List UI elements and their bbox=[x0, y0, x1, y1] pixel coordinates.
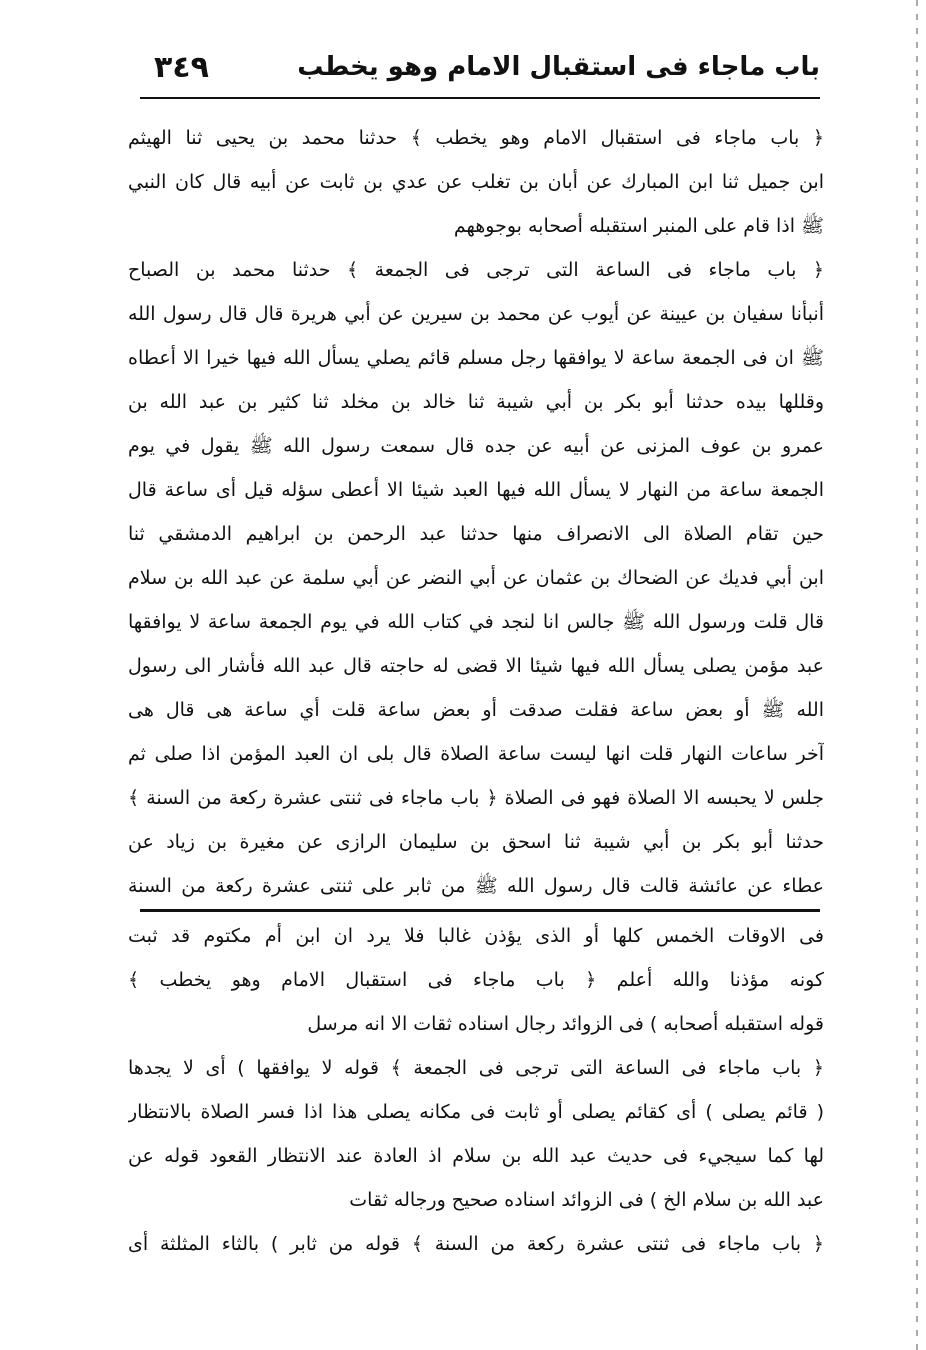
main-line: ابن جميل ثنا ابن المبارك عن أبان بن تغلب عن عدي بن ثابت عن أبيه قال كان النبي bbox=[128, 171, 824, 193]
note-line: ( قائم يصلى ) أى كقائم يصلى أو ثابت فى مكانه يصلى هذا اذا فسر الصلاة بالانتظار bbox=[128, 1101, 824, 1123]
main-line: قال قلت ورسول الله ﷺ جالس انا لنجد في كتاب الله في يوم الجمعة ساعة لا يوافقها bbox=[128, 611, 824, 633]
page-number: ٣٤٩ bbox=[154, 50, 209, 85]
note-line: عبد الله بن سلام الخ ) فى الزوائد اسناده صحيح ورجاله ثقات bbox=[349, 1189, 824, 1211]
main-line: ﷺ اذا قام على المنبر استقبله أصحابه بوجوههم bbox=[453, 215, 824, 237]
note-line: ﴿ باب ماجاء فى الساعة التى ترجى فى الجمعة ﴾ قوله لا يوافقها ) أى لا يجدها bbox=[128, 1057, 824, 1079]
main-line: وقللها بيده حدثنا أبو بكر بن أبي شيبة ثنا خالد بن مخلد ثنا كثير بن عبد الله بن bbox=[128, 391, 824, 413]
main-line: حين تقام الصلاة الى الانصراف منها حدثنا عبد الرحمن بن ابراهيم الدمشقي ثنا bbox=[128, 523, 824, 545]
note-line: لها كما سيجيء فى حديث عبد الله بن سلام اذ العادة عند الانتظار القعود قوله عن bbox=[128, 1145, 824, 1167]
main-line: ﴿ باب ماجاء فى استقبال الامام وهو يخطب ﴾ حدثنا محمد بن يحيى ثنا الهيثم bbox=[128, 127, 824, 149]
main-line: ابن أبي فديك عن الضحاك بن عثمان عن أبي النضر عن أبي سلمة عن عبد الله بن سلام bbox=[128, 567, 824, 589]
main-line: الجمعة ساعة من النهار لا يسأل الله فيها العبد شيئا الا أعطى سؤله قيل أى ساعة قال bbox=[128, 479, 824, 501]
footnotes bbox=[128, 914, 824, 1266]
main-line: آخر ساعات النهار قلت انها ليست ساعة الصلاة قال بلى ان العبد المؤمن اذا صلى ثم bbox=[128, 743, 824, 765]
header-rule bbox=[140, 97, 820, 99]
note-line: فى الاوقات الخمس كلها أو الذى يؤذن غالبا فلا يرد ان ابن أم مكتوم قد ثبت bbox=[128, 925, 824, 947]
footnote-rule bbox=[140, 909, 820, 912]
note-line: قوله استقبله أصحابه ) فى الزوائد رجال اسناده ثقات الا انه مرسل bbox=[307, 1013, 824, 1035]
note-line: ﴿ باب ماجاء فى ثنتى عشرة ركعة من السنة ﴾ قوله من ثابر ) بالثاء المثلثة أى bbox=[128, 1233, 824, 1255]
note-line: كونه مؤذنا والله أعلم ﴿ باب ماجاء فى استقبال الامام وهو يخطب ﴾ bbox=[128, 969, 824, 991]
running-title: باب ماجاء فى استقبال الامام وهو يخطب bbox=[297, 52, 820, 82]
main-line: ﷺ ان فى الجمعة ساعة لا يوافقها رجل مسلم قائم يصلي يسأل الله فيها خيرا الا أعطاه bbox=[128, 347, 824, 369]
main-line: الله ﷺ أو بعض ساعة فقلت صدقت أو بعض ساعة قلت أي ساعة هى قال هى bbox=[128, 699, 824, 721]
main-line: عبد مؤمن يصلى يسأل الله فيها شيئا الا قضى له حاجته قال عبد الله فأشار الى رسول bbox=[128, 655, 824, 677]
main-line: أنبأنا سفيان بن عيينة عن أيوب عن محمد بن سيرين عن أبي هريرة قال قال رسول الله bbox=[128, 303, 824, 325]
main-line: جلس لا يحبسه الا الصلاة فهو فى الصلاة ﴿ باب ماجاء فى ثنتى عشرة ركعة من السنة ﴾ bbox=[128, 787, 824, 809]
scan-edge-mark bbox=[916, 0, 918, 1350]
main-line: حدثنا أبو بكر بن أبي شيبة ثنا اسحق بن سليمان الرازى عن مغيرة بن زياد عن bbox=[128, 831, 824, 853]
main-line: عطاء عن عائشة قالت قال رسول الله ﷺ من ثابر على ثنتى عشرة ركعة من السنة bbox=[128, 875, 824, 897]
page-header bbox=[140, 48, 820, 96]
main-line: ﴿ باب ماجاء فى الساعة التى ترجى فى الجمعة ﴾ حدثنا محمد بن الصباح bbox=[128, 259, 824, 281]
main-line: عمرو بن عوف المزنى عن أبيه عن جده قال سمعت رسول الله ﷺ يقول في يوم bbox=[128, 435, 824, 457]
main-text bbox=[128, 116, 824, 908]
